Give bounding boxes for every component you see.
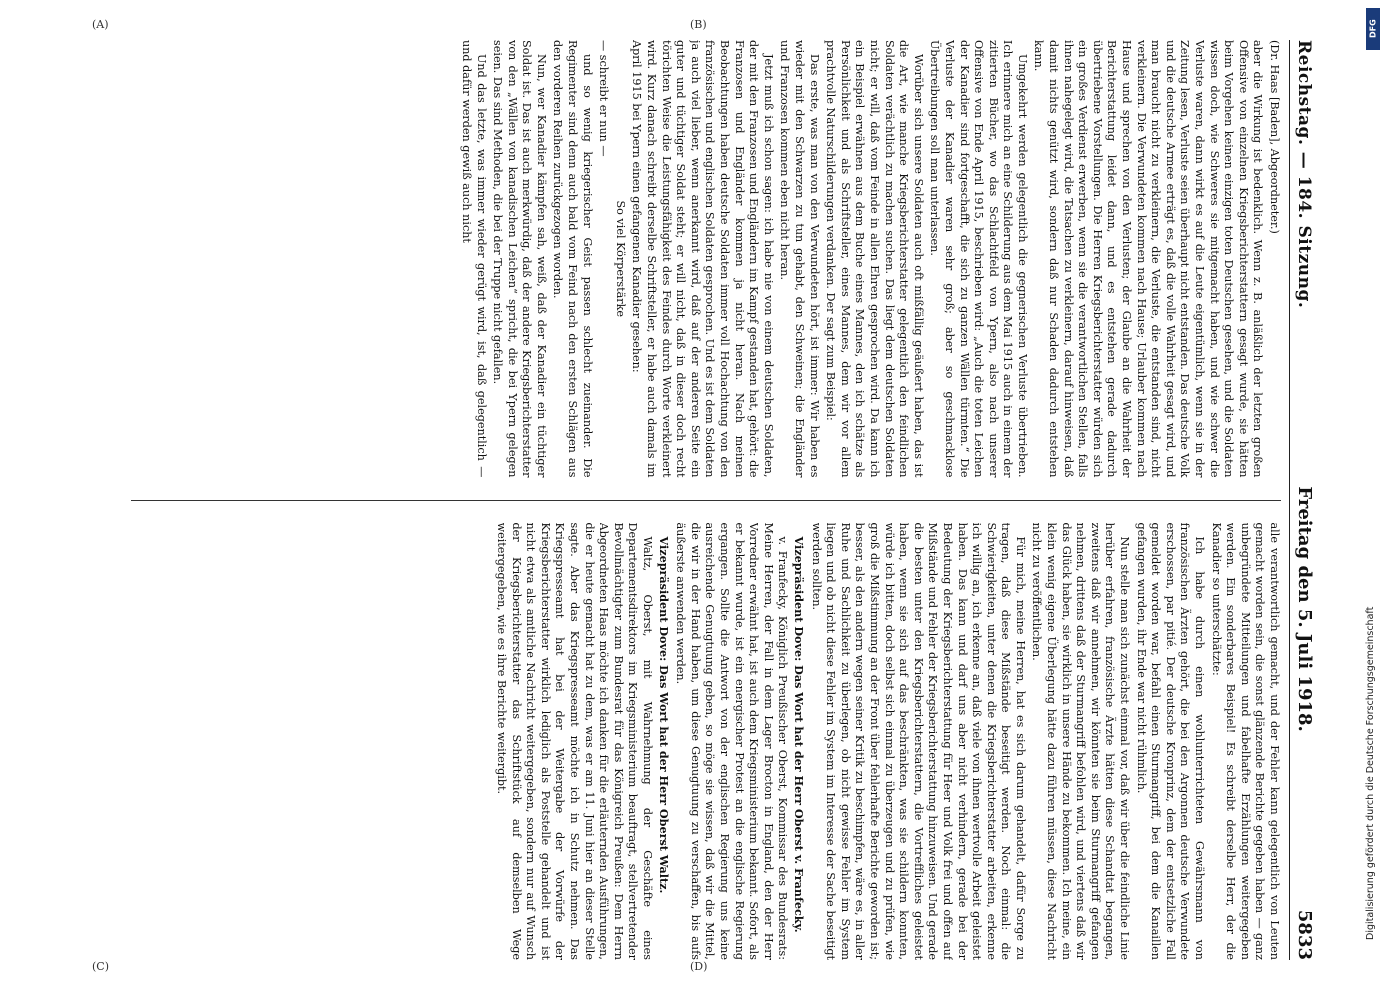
margin-mark-c: (C) (92, 960, 109, 973)
paragraph: Jetzt muß ich schon sagen: ich habe nie von einem deutschen Soldaten, der mit den Franzosen und Engländern im Kampf gestanden hat, gehört: die Franzosen und Engländer kommen ja nicht heran. Nach meinen Beobachtungen haben deutsche Soldaten immer voll Hochachtung von den französischen und englischen Soldaten gesprochen. Und es ist dem Soldaten ja auch viel lieber, wenn anerkannt wird, daß auf der anderen Seite ein guter und tüchtiger Soldat steht; er will nicht, daß in dieser doch recht törichten Weise die Leistungsfähigkeit des Feindes durch Worte verkleinert wird. Kurz danach schreibt derselbe Schriftsteller, er habe auch damals im April 1915 bei Ypern einen gefangenen Kanadier gesehen: (630, 40, 775, 478)
margin-mark-a: (A) (92, 18, 109, 31)
paragraph: v. Franfecky, Königlich Preußischer Oberst, Kommissar des Bundesrats: Meine Herren, der Fall in dem Lager Brocton in England, den der Herr Vorredner erwähnt hat, ist auch dem Kriegsministerium bekannt. Sofort, als er bekannt wurde, ist ein energischer Protest an die englische Regierung ergangen. Sollte die Antwort von der englischen Regierung uns keine ausreichende Genugtuung geben, so möge sie wissen, daß wir die Mittel, die wir in der Hand haben, um diese Genugtuung zu verschaffen, bis aufs äußerste anwenden werden. (674, 522, 790, 960)
paragraph: — schreibt er nun — (597, 40, 611, 157)
paragraph: Waltz, Oberst, mit Wahrnehmung der Geschäfte eines Departementsdirektors im Kriegsministerium beauftragt, stellvertretender Bevollmächtigter zum Bundesrat für das Königreich Preußen: Dem Herrn Abgeordneten Haas möchte ich danken für die erläuternden Ausführungen, die er heute gemacht hat zu dem, was er am 11. Juni hier an dieser Stelle sagte. Aber das Kriegspresseamt möchte ich in Schutz nehmen. Das Kriegspresseamt hat bei der Weitergabe der Vorwürfe der Kriegsberichterstatter wirklich lediglich als Poststelle gehandelt und ist nicht etwa als amtliche Nachricht weitergegeben, sondern nur auf Wunsch der Kriegsberichterstatter das Schriftstück auf demselben Wege weitergegeben, wie es ihre Berichte weitergibt. (495, 522, 655, 960)
page-header (1289, 40, 1315, 960)
speaker-line: Vizepräsident Dove: Das Wort hat der Herr Oberst Waltz. (656, 536, 671, 894)
paragraph: Nun, wer Kanadier kämpfen sah, weiß, daß der Kanadier ein tüchtiger Soldat ist. Das ist auch merkwürdig, daß der andere Kriegsberichterstatter von den „Wällen von kanadischen Leichen“ spricht, die bei Ypern gelegen seien. Das sind Methoden, die bei der Truppe nicht gefallen. (491, 40, 548, 478)
paragraph: Für mich, meine Herren, hat es sich darum gehandelt, dafür Sorge zu tragen, daß diese Mißstände beseitigt werden. Noch einmal: die Schwierigkeiten, unter denen die Kriegsberichterstatter arbeiten, erkenne ich willig an, ich erkenne an, daß viele von ihnen wertvolle Arbeit geleistet haben. Das kann und darf uns aber nicht verhindern, gerade bei der Bedeutung der Kriegsberichterstattung für Heer und Volk frei und offen auf Mißstände und Fehler der Kriegsberichterstattung hinzuweisen. Und gerade die besten unter den Kriegsberichterstattern, die Vortreffliches geleistet haben, wenn sie sich auf das beschränkten, was sie schildern konnten, würde ich bitten, doch selbst sich einmal zu überzeugen und zu prüfen, wie groß die Mißstimmung an der Front über fehlerhafte Berichte geworden ist; besser, als den andern wegen seiner Kritik zu beschimpfen, wäre es, in aller Ruhe und Sachlichkeit zu überlegen, ob nicht gewisse Fehler im System liegen und ob nicht diese Fehler im System im Interesse der Sache beseitigt werden sollten. (809, 522, 1027, 960)
paragraph: Worüber sich unsere Soldaten auch oft mißfällig geäußert haben, das ist die Art, wie manche Kriegsberichterstatter gelegentlich den feindlichen Soldaten verächtlich zu machen suchen. Das liegt dem deutschen Soldaten nicht; er will, daß vom Feinde in allen Ehren gesprochen wird. Da kann ich ein Beispiel erwähnen aus dem Buche eines Mannes, den ich schätze als Persönlichkeit und als Schriftsteller, eines Mannes, dem wir vor allem prachtvolle Naturschilderungen verdanken. Der sagt zum Beispiel: (824, 40, 925, 478)
quote: Das erste, was man von den Verwundeten hört, ist immer: Wir haben es wieder mit den Schwarzen zu tun gehabt, den Schweinen; die Engländer und Franzosen kommen eben nicht heran. (778, 40, 821, 478)
quote: So viel Körperstärke (613, 200, 627, 318)
left-column (131, 40, 1281, 478)
header-date: Freitag den 5. Juli 1918. (1294, 486, 1315, 732)
digitization-note: Digitalisierung gefördert durch die Deutsche Forschungsgemeinschaft (1365, 606, 1376, 940)
header-title: Reichstag. — 184. Sitzung. (1294, 40, 1314, 309)
paragraph: alle verantwortlich gemacht, und der Fehler kann gelegentlich von Leuten gemacht worden sein, die sonst glänzende Berichte gegeben haben — ganz unbegründete Mitteilungen und fabelhafte Erzählungen weitergegeben werden. Ein sonderbares Beispiel! Es schreibt derselbe Herr, der die Kanadier so unterschätzte: (1209, 522, 1281, 960)
paragraph: aber die Wirkung ist bedenklich. Wenn z. B. anläßlich der letzten großen Offensive von einzelnen Kriegsberichterstattern gesagt wurde, sie hätten beim Vorgehen keinen einzigen toten Deutschen gesehen, und die Soldaten wissen doch, wie Schweres sie mitgemacht haben, und wie schwer die Verluste waren, dann wirkt es auf die Leute eigentümlich, wenn sie in der Zeitung lesen, Verluste seien überhaupt nicht entstanden. Das deutsche Volk und die deutsche Armee erträgt es, daß die volle Wahrheit gesagt wird, und man braucht nicht zu verkleinern, die Verluste, die entstanden sind, nicht verkleinern. Die Verwundeten kommen nach Hause; Urlauber kommen nach Hause und sprechen von den Verlusten; der Glaube an die Wahrheit der Berichterstattung leidet dann, und es entstehen gerade dadurch übertriebene Vorstellungen. Die Herren Kriegsberichterstatter würden sich ein großes Verdienst erwerben, wenn sie die verantwortlichen Stellen, falls ihnen nahegelegt wird, die Tatsachen zu verkleinern, darauf hinweisen, daß damit nichts genützt wird, sondern daß nur Schaden dadurch entstehen kann. (1032, 40, 1265, 478)
margin-mark-b: (B) (690, 18, 707, 31)
quote: und so wenig kriegerischer Geist passen schlecht zueinander. Die Regimenter sind denn auch bald vom Feind nach den ersten Schlägen aus den vorderen Reihen zurückgezogen worden. (551, 40, 594, 478)
speaker-note: (Dr. Haas [Baden], Abgeordneter.) (1268, 40, 1281, 234)
paragraph: Nun stelle man sich zunächst einmal vor, daß wir über die feindliche Linie herüber erfahren, französische Ärzte hätten diese Schandtat begangen, zweitens daß wir annehmen, wir könnten sie beim Sturmangriff gefangen nehmen, drittens daß der Sturmangriff befohlen wird, und viertens daß wir das Glück haben, sie wirklich in unsere Hände zu bekommen. Ich meine, ein klein wenig eigene Überlegung hätte dazu führen müssen, diese Nachricht nicht zu veröffentlichen. (1030, 522, 1132, 960)
dfg-logo: DFG (1366, 8, 1380, 50)
margin-mark-d: (D) (690, 960, 708, 973)
column-divider (131, 500, 1281, 501)
text-columns (131, 40, 1281, 960)
paragraph: Umgekehrt werden gelegentlich die gegnerischen Verluste übertrieben. Ich erinnere mich an eine Schilderung aus dem Mai 1915 auch in einem der zitierten Bücher, wo das Schlachtfeld von Ypern, also nach unserer Offensive von Ende April 1915, beschrieben wird: „Auch die toten Leichen der Kanadier sind fortgeschafft, die sich zu ganzen Wällen türmten.“ Die Verluste der Kanadier waren sehr groß; aber so geschmacklose Übertreibungen soll man unterlassen. (928, 40, 1029, 478)
quote: Ich habe durch einen wohlunterrichteten Gewährsmann von französischen Ärzten gehört, die bei den Argonnen deutsche Verwundete erschossen, par pitié. Der deutsche Kronprinz, dem der entsetzliche Fall gemeldet worden war, befahl einen Sturmangriff, bei dem die Kanaillen gefangen wurden, ihr Ende war nicht rühmlich. (1134, 522, 1207, 960)
document-page (55, 0, 1345, 1000)
speaker-line: Vizepräsident Dove: Das Wort hat der Herr Oberst v. Franfecky. (792, 536, 806, 933)
right-column (131, 523, 1281, 961)
paragraph: Und das letzte, was immer wieder gerügt wird, ist, daß gelegentlich — und dafür werden gewiß auch nicht (459, 40, 488, 478)
page-number: 5833 (1294, 909, 1315, 960)
